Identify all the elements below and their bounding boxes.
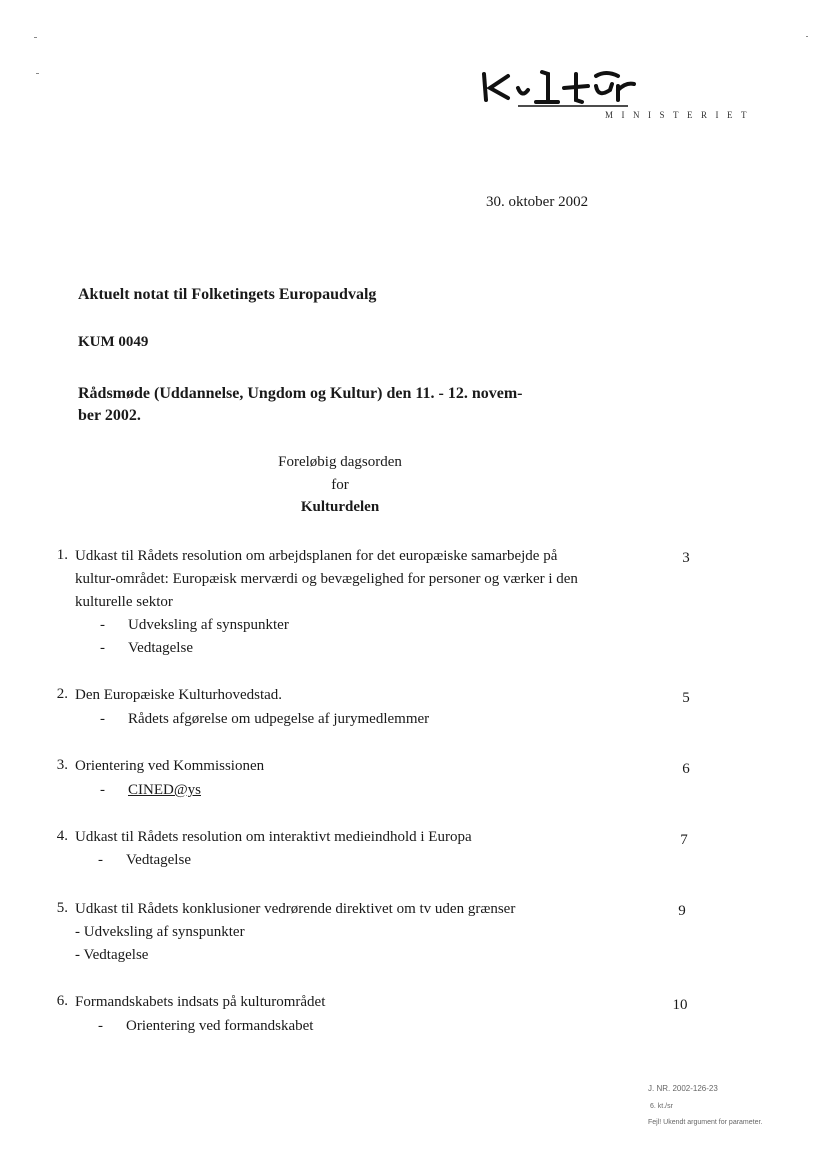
page-number: 10 bbox=[672, 997, 688, 1013]
agenda-subitem: - CINED@ys bbox=[100, 782, 201, 798]
cinedays-link[interactable]: CINED@ys bbox=[128, 782, 201, 798]
scan-speck bbox=[34, 37, 37, 38]
agenda-item-number: 5. bbox=[56, 900, 68, 916]
agenda-item-text: Udkast til Rådets resolution om arbejdsplanen for det europæiske samarbejde på kultur-området: Europæisk merværdi og bevægelighed for personer og værker i den kulturelle sektor bbox=[75, 548, 578, 610]
ministry-subtitle: MINISTERIET bbox=[605, 110, 755, 120]
journal-number: J. NR. 2002-126-23 bbox=[648, 1084, 718, 1093]
agenda-item-number: 2. bbox=[56, 686, 68, 702]
agenda-item-text: Udkast til Rådets resolution om interaktivt medieindhold i Europa bbox=[75, 829, 472, 845]
agenda-item-number: 3. bbox=[56, 757, 68, 773]
page-number: 9 bbox=[678, 903, 686, 919]
agenda-subitem: - Udveksling af synspunkter bbox=[100, 617, 289, 633]
agenda-subitem: - Udveksling af synspunkter bbox=[75, 924, 245, 940]
council-meeting-heading: Rådsmøde (Uddannelse, Ungdom og Kultur) den 11. - 12. novem- ber 2002. bbox=[78, 385, 523, 424]
page-number: 5 bbox=[682, 690, 690, 706]
agenda-item-text: Orientering ved Kommissionen bbox=[75, 758, 265, 774]
field-error-note: Fejl! Ukendt argument for parameter. bbox=[648, 1119, 763, 1126]
agenda-subitem: - Vedtagelse bbox=[75, 947, 149, 963]
scan-speck bbox=[36, 73, 39, 74]
agenda-item-number: 4. bbox=[56, 828, 68, 844]
agenda-title: Foreløbig dagsorden bbox=[278, 454, 402, 470]
agenda-item-number: 6. bbox=[56, 993, 68, 1009]
office-initials: 6. kt./sr bbox=[650, 1103, 673, 1110]
document-title: Aktuelt notat til Folketingets Europaudvalg bbox=[78, 286, 377, 303]
page-number: 3 bbox=[682, 550, 690, 566]
agenda-item-text: Udkast til Rådets konklusioner vedrørende direktivet om tv uden grænser bbox=[75, 901, 516, 917]
agenda-subitem: - Vedtagelse bbox=[100, 640, 193, 656]
agenda-part: Kulturdelen bbox=[300, 499, 380, 515]
agenda-subitem: - Vedtagelse bbox=[98, 852, 191, 868]
agenda-subitem: - Rådets afgørelse om udpegelse af jurymedlemmer bbox=[100, 711, 430, 727]
scan-speck bbox=[806, 36, 808, 37]
page-number: 7 bbox=[680, 832, 688, 848]
page-number: 6 bbox=[682, 761, 690, 777]
agenda-item-text: Den Europæiske Kulturhovedstad. bbox=[75, 687, 283, 703]
document-date: 30. oktober 2002 bbox=[486, 194, 589, 210]
agenda-for: for bbox=[331, 477, 349, 493]
agenda-item-number: 1. bbox=[56, 547, 68, 563]
agenda-subitem: - Orientering ved formandskabet bbox=[98, 1018, 314, 1034]
case-number: KUM 0049 bbox=[78, 334, 149, 350]
agenda-item-text: Formandskabets indsats på kulturområdet bbox=[75, 994, 326, 1010]
